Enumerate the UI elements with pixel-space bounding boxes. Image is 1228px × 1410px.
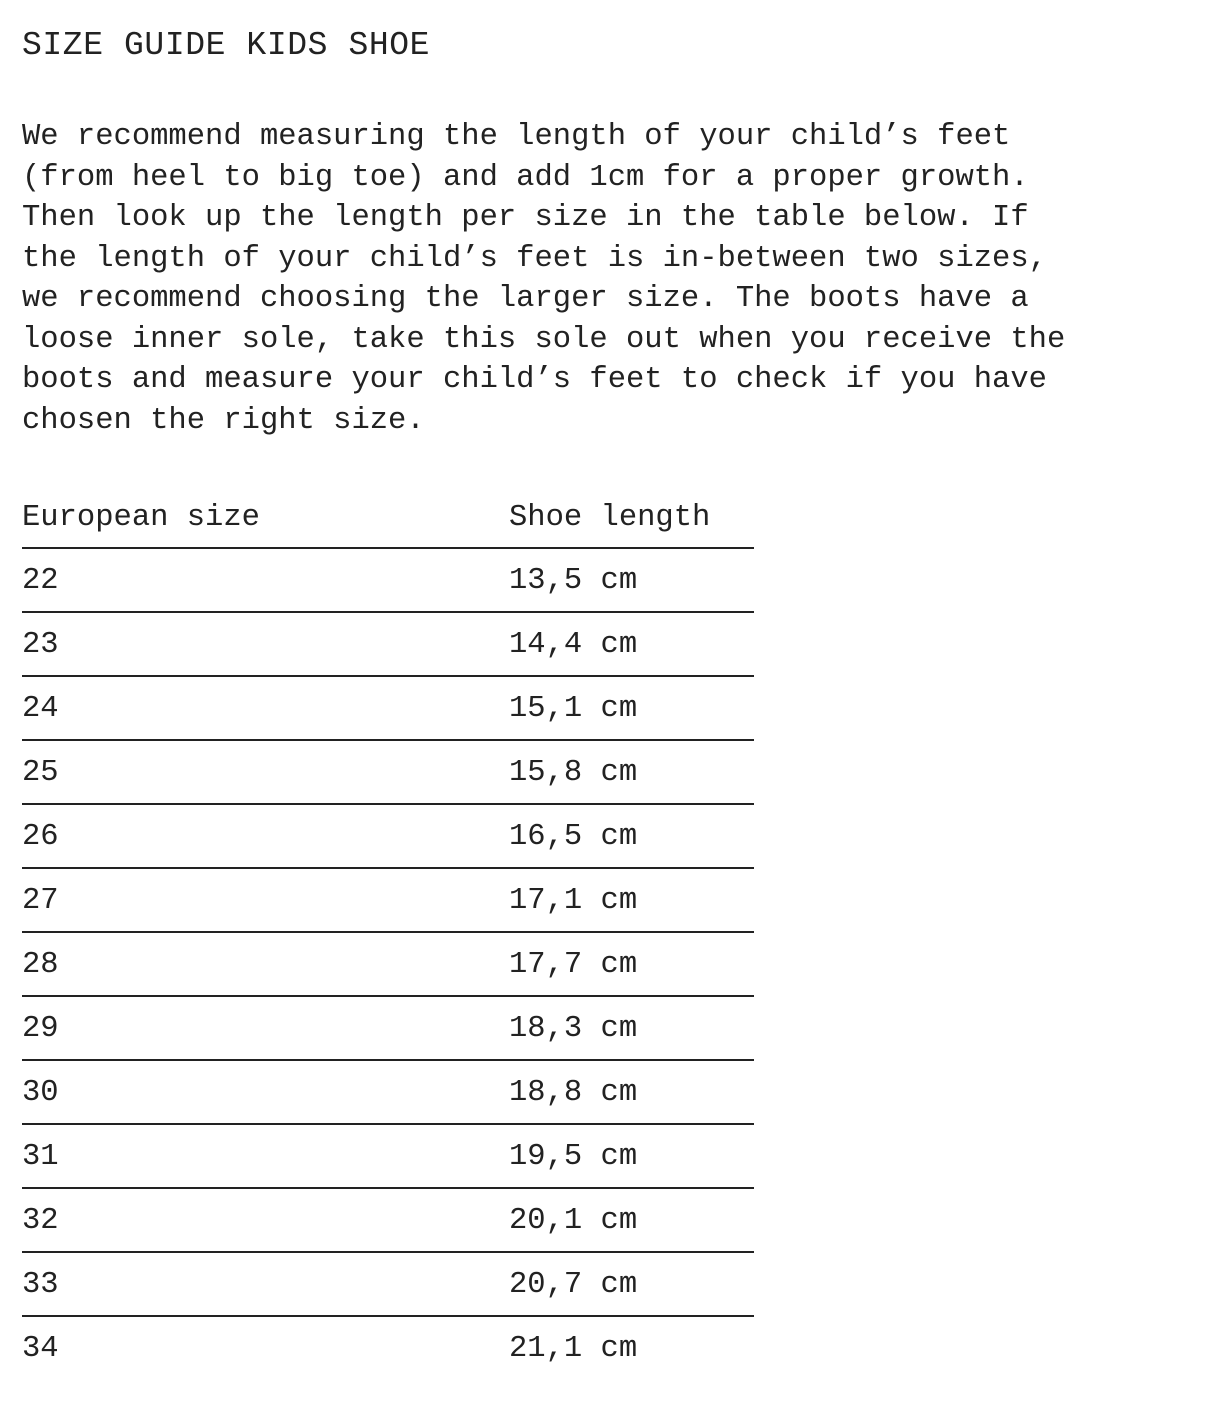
table-row [22,1061,754,1125]
shoe-length-cell: 18,3 cm [509,1012,638,1046]
intro-line: the length of your child’s feet is in-between two sizes, [22,241,1047,276]
european-size-cell: 27 [22,884,59,918]
header-european-size: European size [22,501,260,535]
european-size-cell: 33 [22,1268,59,1302]
table-row [22,549,754,613]
european-size-cell: 32 [22,1204,59,1238]
european-size-cell: 28 [22,948,59,982]
shoe-length-cell: 14,4 cm [509,628,638,662]
shoe-length-cell: 16,5 cm [509,820,638,854]
intro-line: loose inner sole, take this sole out when you receive the [22,322,1066,357]
shoe-length-cell: 18,8 cm [509,1076,638,1110]
shoe-length-cell: 17,1 cm [509,884,638,918]
european-size-cell: 30 [22,1076,59,1110]
european-size-cell: 34 [22,1332,59,1366]
european-size-cell: 31 [22,1140,59,1174]
european-size-cell: 24 [22,692,59,726]
european-size-cell: 22 [22,564,59,598]
european-size-cell: 25 [22,756,59,790]
intro-line: we recommend choosing the larger size. The boots have a [22,282,1029,316]
shoe-length-cell: 13,5 cm [509,564,638,598]
table-row [22,1189,754,1253]
intro-line: boots and measure your child’s feet to check if you have [22,363,1047,397]
table-row [22,1125,754,1189]
shoe-length-cell: 19,5 cm [509,1140,638,1174]
table-row [22,933,754,997]
page-title: SIZE GUIDE KIDS SHOE [22,27,431,64]
table-row [22,869,754,933]
shoe-length-cell: 15,1 cm [509,692,638,726]
shoe-length-cell: 20,1 cm [509,1204,638,1238]
intro-line: (from heel to big toe) and add 1cm for a proper growth. [22,160,1029,195]
table-row [22,997,754,1061]
table-row [22,805,754,869]
intro-paragraph [22,117,1212,441]
shoe-length-cell: 21,1 cm [509,1332,638,1366]
european-size-cell: 29 [22,1012,59,1046]
intro-line: chosen the right size. [22,403,425,438]
table-row [22,677,754,741]
shoe-length-cell: 15,8 cm [509,756,638,790]
shoe-length-cell: 17,7 cm [509,948,638,982]
european-size-cell: 23 [22,628,59,662]
header-shoe-length: Shoe length [509,501,711,535]
shoe-length-cell: 20,7 cm [509,1268,638,1302]
table-row [22,741,754,805]
size-table [22,496,754,1379]
table-header [22,496,754,549]
table-row [22,1253,754,1317]
european-size-cell: 26 [22,820,59,854]
table-row [22,1317,754,1379]
table-row [22,613,754,677]
intro-line: Then look up the length per size in the table below. If [22,201,1029,235]
intro-line: We recommend measuring the length of your child’s feet [22,120,1011,154]
